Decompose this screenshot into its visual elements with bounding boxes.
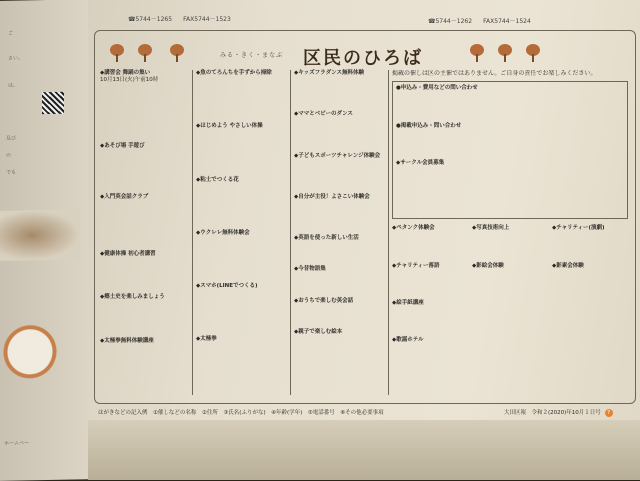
event-title: ◆歌謡ホテル <box>392 337 424 344</box>
left-contact: ☎5744－1265 FAX5744－1523 <box>128 16 231 23</box>
info-heading: ●掲載申込み・問い合わせ <box>396 122 462 129</box>
event-title: ◆太極拳無料体験講座 <box>100 337 154 344</box>
event-title: ◆影素会体験 <box>552 262 584 269</box>
column-divider <box>192 70 193 395</box>
event-title: ◆入門英会話クラブ <box>100 193 149 200</box>
event-title: ◆粘土でつくる花 <box>196 176 239 183</box>
issue-label: 大田区報 令和２(2020)年10月１日号 <box>504 410 601 416</box>
event-title: ◆魚のてろんちを手ずから掃除 <box>196 70 272 76</box>
event-title: ◆チャリティー落語 <box>392 262 440 269</box>
disclaimer-text: 掲載の催しは区の主催ではありません。ご自身の責任でお楽しみください。 <box>392 70 597 77</box>
info-box <box>392 81 628 219</box>
issue-info <box>504 408 613 417</box>
section-title: 区民のひろば <box>303 48 423 69</box>
left-line: の <box>6 152 12 159</box>
event-title: ◆今昔物語集 <box>294 266 326 273</box>
event-title: ◆絵手紙講座 <box>392 299 424 306</box>
event-title: ◆チャリティー(演劇) <box>552 225 605 232</box>
event-title: ◆影絵会体験 <box>472 262 504 269</box>
tree-icon <box>170 44 184 62</box>
event-title: ◆ペタンク体験会 <box>392 225 435 232</box>
column-divider <box>388 70 389 395</box>
event-title: ◆写真技術向上 <box>472 225 510 232</box>
event-title: ◆ママとベビーのダンス <box>294 111 353 118</box>
main-page <box>88 0 640 480</box>
phone-number: 5744－1265 <box>135 16 173 23</box>
event-title: ◆おうちで楽しむ英会話 <box>294 297 354 304</box>
tree-icon <box>526 44 540 62</box>
left-footer: ホームペー <box>4 440 30 447</box>
tree-icon <box>110 44 124 62</box>
event-title: ◆あそび場 手遊び <box>100 142 145 149</box>
event-title: ◆講習会 舞踊の集い <box>100 70 151 76</box>
event-title: ◆健康体操 初心者講習 <box>100 251 156 258</box>
event-title: ◆キッズフラダンス無料体験 <box>294 70 364 76</box>
masthead-circles: みる・きく・まなぶ <box>220 52 284 59</box>
left-line: さい。 <box>8 55 24 62</box>
column-divider <box>290 70 291 395</box>
left-line: でも <box>6 169 17 176</box>
column-1 <box>100 70 190 345</box>
info-heading: ●申込み・費用などの問い合わせ <box>396 85 478 92</box>
left-page <box>0 0 95 481</box>
paper-edge <box>88 420 640 480</box>
column-3 <box>294 70 386 336</box>
event-title: ◆自分が主役！よさこい体験会 <box>294 193 370 200</box>
event-title: ◆英語を使った新しい生活 <box>294 235 359 242</box>
food-photo <box>0 209 80 260</box>
info-heading: ◆サークル会員募集 <box>396 159 445 166</box>
footer-example-line: はがきなどの記入例 ①催しなどの名称 ②住所 ③氏名(ふりがな) ④年齢(学年) ⑤電話番号 ⑥その他必要事項 <box>98 410 384 416</box>
fax-number: 5744－1523 <box>194 16 231 23</box>
tree-icon <box>470 44 484 62</box>
left-line: は、 <box>8 82 19 89</box>
right-contact: ☎5744－1262 FAX5744－1524 <box>428 18 531 25</box>
mascot-illustration <box>0 320 60 391</box>
event-title: ◆太極拳 <box>196 336 217 343</box>
event-title: ◆子どもスポーツチャレンジ体験会 <box>294 152 381 159</box>
event-title: ◆親子で楽しむ絵本 <box>294 329 343 336</box>
event-title: ◆はじめよう やさしい体操 <box>196 123 263 130</box>
column-4 <box>392 70 628 344</box>
event-title: ◆スマホ(LINEでつくる) <box>196 283 258 290</box>
tree-icon <box>498 44 512 62</box>
column-2 <box>196 70 288 344</box>
event-body: 10月13日(火)午前10時 <box>100 77 159 84</box>
page-number-badge: 7 <box>605 409 613 417</box>
event-title: ◆郷土史を楽しみましょう <box>100 294 165 301</box>
qr-code <box>42 92 64 114</box>
event-title: ◆ウクレレ無料体験会 <box>196 229 250 236</box>
fax-number: 5744－1524 <box>494 18 531 25</box>
tree-icon <box>138 44 152 62</box>
left-line: 及び <box>6 135 17 142</box>
left-line: ご <box>8 30 14 37</box>
phone-number: 5744－1262 <box>435 18 473 25</box>
